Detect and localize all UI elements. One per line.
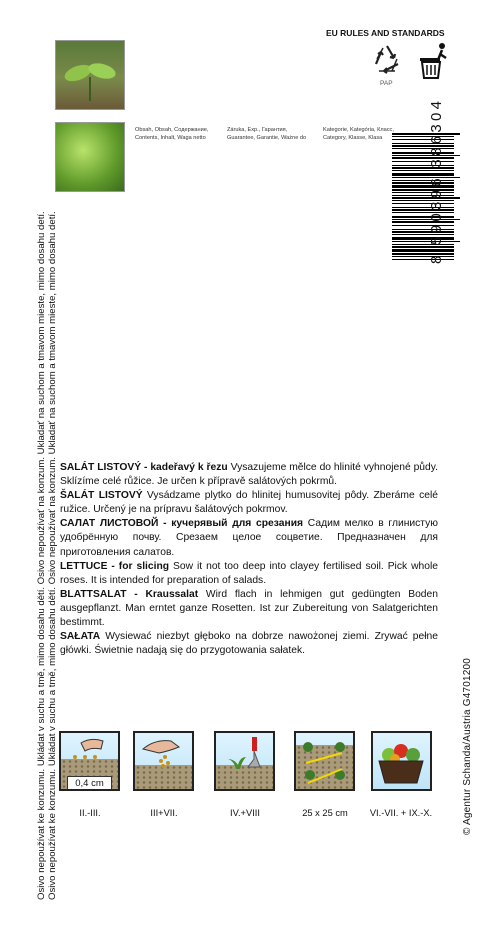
contents-label: Obsah, Obsah, Содержание, Contents, Inhalt, Waga netto [135, 127, 209, 141]
step-caption: 25 x 25 cm [302, 808, 348, 818]
barcode-bar [392, 177, 460, 178]
desc-de: BLATTSALAT - Kraussalat Wird flach in lehmigen gut gedüngten Boden ausgepflanzt. Man erntet ganze Rosetten. Ist zur Zubereitung von Salatgerichten bestimmt. [60, 588, 438, 629]
step-caption: IV.+VIII [230, 808, 260, 818]
desc-cz: SALÁT LISTOVÝ - kadeřavý k řezu Vysazujeme mělce do hlinité vyhnojené půdy. Sklízíme celé růžice. Je určen k přípravě salátových pokrmů. [60, 462, 438, 488]
desc-pl: SAŁATA Wysiewać niezbyt głęboko na dobrze nawożonej ziemi. Zrywać pełne główki. Świetnie nadają się do przygotowania sałatek. [60, 631, 438, 657]
eu-standards-title: EU RULES AND STANDARDS [326, 28, 445, 38]
category-label: Kategorie, Kategória, Класс, Category, Klasse, Klasa [323, 127, 394, 141]
desc-ru: САЛАТ ЛИСТОВОЙ - кучерявый для срезания Садим мелко в глинистую удобрённую почву. Срезаем целое соцветие. Предназначен для приготовления салатов. [60, 518, 438, 558]
barcode-bar [392, 133, 460, 135]
pap-label: PAP [380, 80, 393, 87]
guarantee-label: Záruka, Exp., Гарантия, Guarantee, Garantie, Ważne do [227, 127, 307, 141]
storage-notice-line: Osivo nepoužívat ke konzumu. Ukládat v suchu a tmě, mimo dosahu dětí. Osivo nepoužívať na konzum. Ukladať na suchom a tmavom mieste, mimo dosahu detí. [36, 211, 47, 900]
trash-bin-icon [412, 40, 454, 89]
sowing-depth-label: 0,4 cm [67, 776, 112, 791]
step-caption: VI.-VII. + IX.-X. [369, 808, 433, 818]
barcode-bar [392, 155, 460, 156]
trowel-planting-icon [214, 731, 275, 791]
storage-notice-line: Osivo nepoužívat ke konzumu. Ukládat v suchu a tmě, mimo dosahu dětí. Osivo nepoužívať na konzum. Ukladať na suchom a tmavom mieste, mimo dosahu detí. [47, 211, 58, 900]
desc-sk: ŠALÁT LISTOVÝ Vysádzame plytko do hlinitej humusovitej pôdy. Zberáme celé ružice. Určený je na prípravu šalátových pokrmov. [60, 490, 438, 516]
storage-notice [36, 80, 58, 900]
recycle-icon [370, 42, 404, 81]
barcode [392, 131, 460, 265]
hand-sowing-icon [133, 731, 194, 791]
barcode-digits: 8 590396 386304 [428, 97, 445, 264]
plant-spacing-icon [294, 731, 355, 791]
copyright-text: © Agentur Schanda/Austria G4701200 [462, 657, 473, 835]
seedling-photo [55, 40, 125, 110]
depth-sowing-icon [59, 731, 120, 791]
desc-en: LETTUCE - for slicing Sow it not too deep into clayey fertilised soil. Pick whole roses. It is intended for preparation of salads. [60, 560, 438, 586]
step-caption: II.-III. [79, 808, 101, 818]
harvest-basket-icon [371, 731, 432, 791]
barcode-bar [392, 241, 460, 242]
barcode-bar [392, 197, 460, 199]
lettuce-photo [55, 122, 125, 192]
product-description [60, 461, 438, 658]
step-caption: III+VII. [150, 808, 178, 818]
barcode-bar [392, 219, 460, 220]
